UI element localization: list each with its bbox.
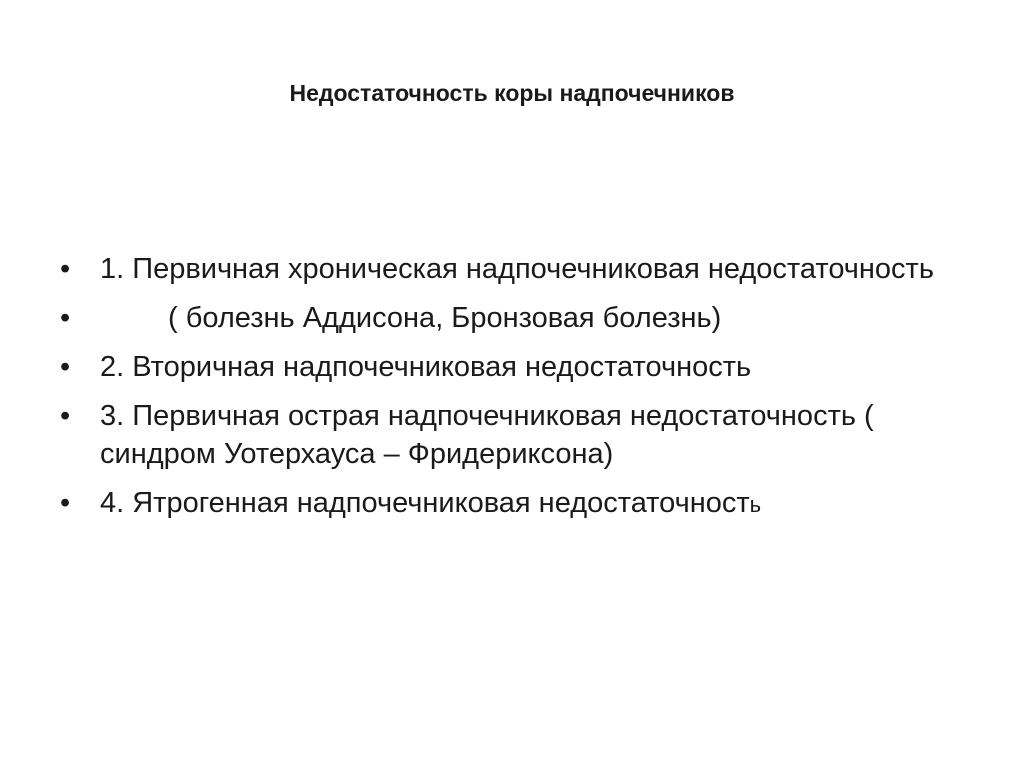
bullet-text: ( болезнь Аддисона, Бронзовая болезнь) [168,302,722,334]
bullet-text: 1. Первичная хроническая надпочечниковая недостаточность [100,253,934,285]
bullet-text: 4. Ятрогенная надпочечниковая недостаточност [100,487,750,519]
bullet-text: 3. Первичная острая надпочечниковая недостаточность ( синдром Уотерхауса – Фридериксона) [100,400,874,470]
bullet-icon: • [60,253,71,285]
bullet-item-2 [60,299,960,337]
bullet-icon: • [60,487,71,519]
bullet-icon: • [60,302,71,334]
bullet-item-3 [60,348,960,386]
bullet-item-5 [60,484,960,524]
bullet-text: 2. Вторичная надпочечниковая недостаточность [100,351,752,383]
bullet-list [60,250,960,535]
bullet-item-4 [60,397,960,473]
bullet-icon: • [60,400,71,432]
slide-title: Недостаточность коры надпочечников [289,80,735,106]
bullet-icon: • [60,351,71,383]
bullet-item-1 [60,250,960,288]
bullet-text-tail: ь [749,492,762,517]
